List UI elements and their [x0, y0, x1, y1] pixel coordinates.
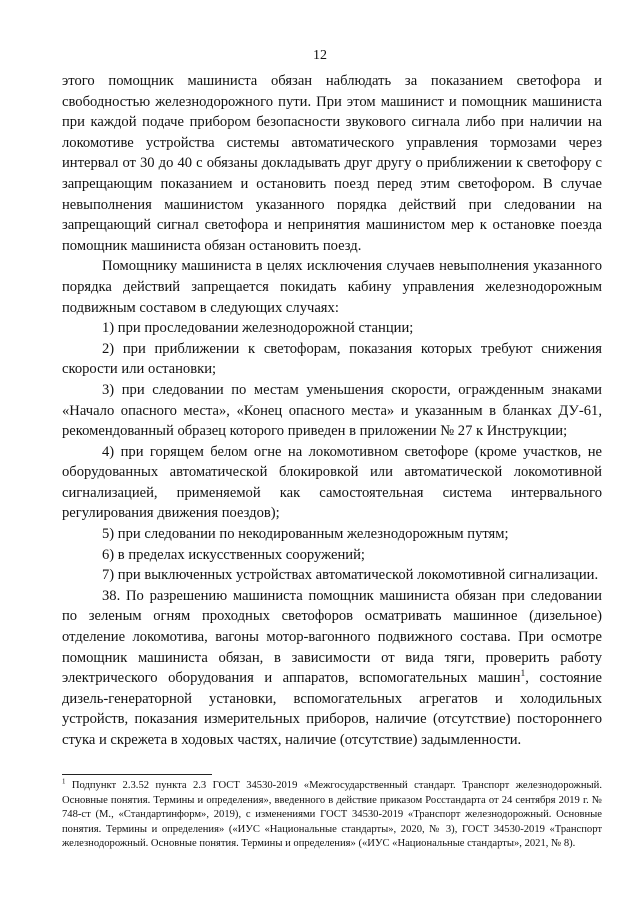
- footnote-separator: [62, 774, 212, 775]
- list-item: 1) при проследовании железнодорожной станции;: [102, 320, 414, 337]
- list-item: 6) в пределах искусственных сооружений;: [102, 546, 365, 563]
- list-item: 2) при приближении к светофорам, показания которых требуют снижения скорости или остановки;: [62, 340, 602, 378]
- paragraph-continuation: этого помощник машиниста обязан наблюдать за показанием светофора и свободностью железнодорожного пути. При этом машинист и помощник машиниста при каждой подаче прибором безопасности звукового сигнала либо при наличии на локомотиве устройства системы автоматического управления тормозами через интервал от 30 до 40 с обязаны докладывать друг другу о приближении к светофору с запрещающим показанием и остановить поезд перед этим светофором. В случае невыполнения машинистом указанного порядка действий при следовании на запрещающий сигнал светофора и непринятия машинистом мер к остановке поезда помощник машиниста обязан остановить поезд.: [62, 73, 602, 254]
- paragraph-38-text-cont: , состояние дизель-генераторной установки, вспомогательных агрегатов и холодильных устройств, показания измерительных приборов, наличие (отсутствие) постороннего стука и скрежета в ходовых частях, наличие (отсутствие) задымленности.: [62, 670, 602, 748]
- paragraph-38-text: 38. По разрешению машиниста помощник машиниста обязан при следовании по зеленым огням проходных светофоров осматривать машинное (дизельное) отделение локомотива, вагоны мотор-вагонного подвижного состава. При осмотре помощник машиниста обязан, в зависимости от вида тяги, проверить работу электрического оборудования и аппаратов, вспомогательных машин: [62, 587, 602, 687]
- list-item: 3) при следовании по местам уменьшения скорости, огражденным знаками «Начало опасного места», «Конец опасного места» и указанным в бланках ДУ-61, рекомендованный образец которого приведен в приложении № 27 к Инструкции;: [62, 381, 602, 440]
- cases-list: [62, 318, 602, 586]
- page-number: 12: [313, 48, 327, 63]
- paragraph-38: [62, 586, 602, 751]
- list-item: 7) при выключенных устройствах автоматической локомотивной сигнализации.: [102, 567, 599, 584]
- document-body: [62, 71, 602, 751]
- footnote-reference: 1: [520, 669, 526, 680]
- footnote-text: Подпункт 2.3.52 пункта 2.3 ГОСТ 34530-2019 «Межгосударственный стандарт. Транспорт железнодорожный. Основные понятия. Термины и определения», введенного в действие приказом Росстандарта от 24 сентября 2019 г. № 748-ст (М., «Стандартинформ», 2019), с изменениями ГОСТ 34530-2019 «Транспорт железнодорожный. Основные понятия. Термины и определения» («ИУС «Национальные стандарты», 2020, № 3), ГОСТ 34530-2019 «Транспорт железнодорожный. Основные понятия. Термины и определения» («ИУС «Национальные стандарты», 2021, № 8).: [62, 780, 602, 850]
- list-item: 4) при горящем белом огне на локомотивном светофоре (кроме участков, не оборудованных автоматической блокировкой или автоматической локомотивной сигнализацией, применяемой как самостоятельная система интервального регулирования движения поездов);: [62, 443, 602, 522]
- paragraph-prohibition: Помощнику машиниста в целях исключения случаев невыполнения указанного порядка действий запрещается покидать кабину управления железнодорожным подвижным составом в следующих случаях:: [62, 258, 602, 316]
- footnote: [62, 779, 602, 852]
- list-item: 5) при следовании по некодированным железнодорожным путям;: [102, 526, 509, 543]
- footnote-marker: 1: [62, 778, 66, 786]
